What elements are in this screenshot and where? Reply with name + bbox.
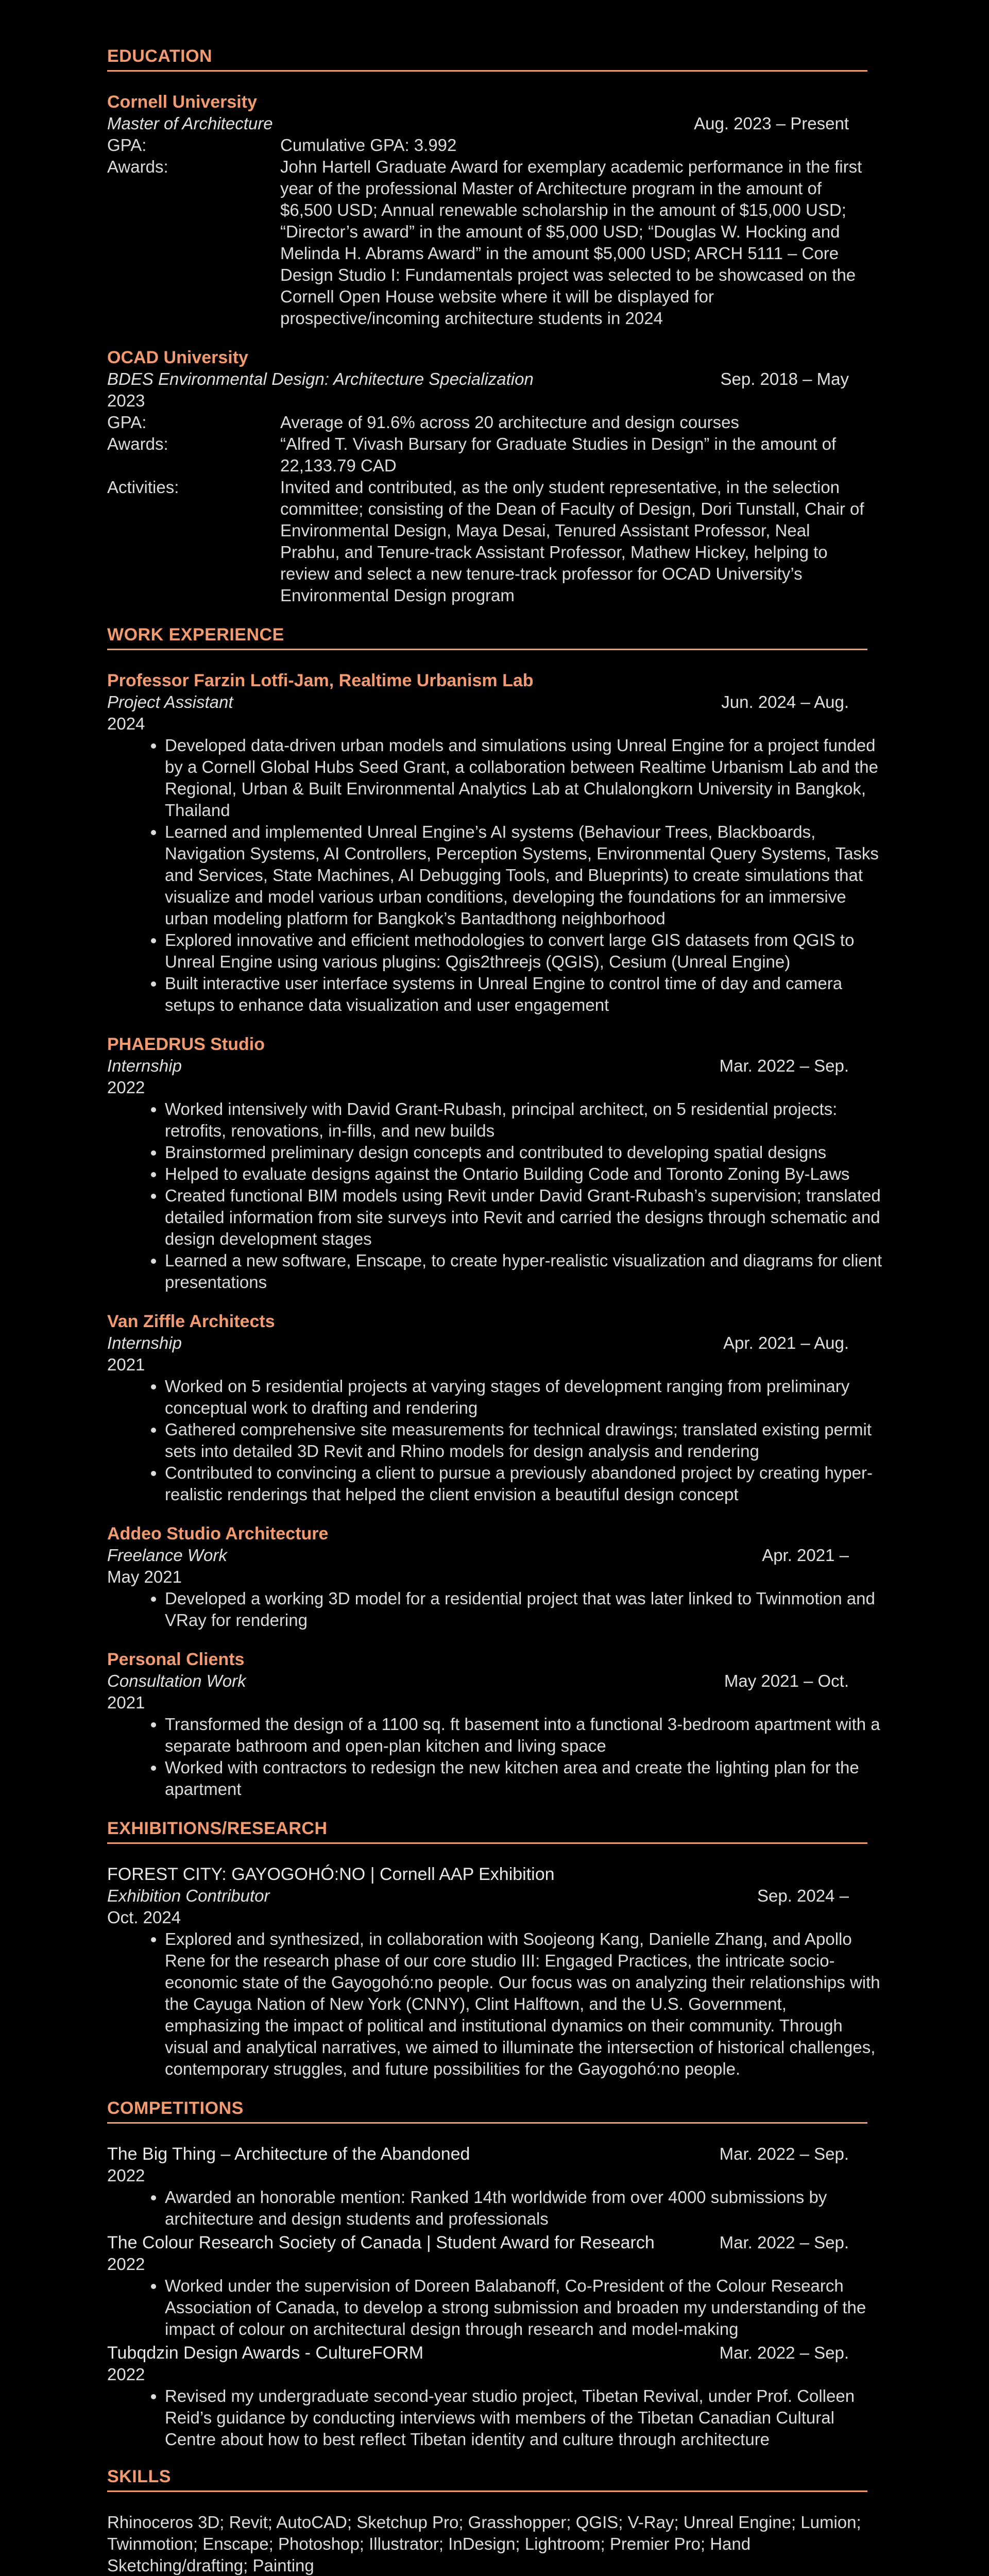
info-row [107,477,867,606]
info-label: Awards: [107,157,168,176]
bullet-item: • Worked intensively with David Grant-Rubash, principal architect, on 5 residential projects: retrofits, renovations, in-fills, and new builds [165,1098,884,1142]
dates: Apr. 2021 – Aug. [723,1333,849,1352]
employer-name: Van Ziffle Architects [107,1312,275,1331]
bullet-list [107,2187,884,2230]
bullet-item: • Developed data-driven urban models and simulations using Unreal Engine for a project funded by a Cornell Global Hubs Seed Grant, a collaboration between Realtime Urbanism Lab and the Regional, Urban & Built Environmental Analytics Lab at Chulalongkorn University in Bangkok, Thailand [165,735,884,821]
exhibitions-section [107,1818,880,2080]
competition-title: The Colour Research Society of Canada | Student Award for Research [107,2233,655,2252]
work-entry [107,1311,873,1505]
info-value: “Alfred T. Vivash Bursary for Graduate Studies in Design” in the amount of 22,133.79 CAD [280,434,837,475]
education-entry [107,91,867,329]
dates-continued: Oct. 2024 [107,1908,181,1927]
exhibition-entry [107,1863,880,2080]
bullet-list [107,735,884,1016]
employer-name: Addeo Studio Architecture [107,1524,329,1544]
education-heading: EDUCATION [107,45,867,72]
bullet-item: • Contributed to convincing a client to pursue a previously abandoned project by creating hyper-realistic renderings that helped the client envision a beautiful design concept [165,1462,884,1505]
bullet-item: • Worked under the supervision of Doreen Balabanoff, Co-President of the Colour Research Association of Canada, to develop a strong submission and broaden my understanding of the impact of colour on architectural design through research and model-making [165,2275,884,2340]
competition-entry [107,2143,867,2230]
bullet-item: • Worked on 5 residential projects at varying stages of development ranging from preliminary conceptual work to drafting and rendering [165,1376,884,1419]
info-value: Average of 91.6% across 20 architecture and design courses [280,413,739,432]
degree: Master of Architecture [107,114,273,133]
dates: Apr. 2021 – [762,1546,849,1565]
bullet-item: • Revised my undergraduate second-year studio project, Tibetan Revival, under Prof. Colleen Reid’s guidance by conducting interviews with members of the Tibetan Canadian Cultural Centre about how to best reflect Tibetan identity and culture through architecture [165,2385,884,2450]
dates: Mar. 2022 – Sep. [719,1056,849,1075]
info-value: Cumulative GPA: 3.992 [280,135,457,155]
info-row [107,433,867,477]
bullet-item: • Gathered comprehensive site measurements for technical drawings; translated existing permit sets into detailed 3D Revit and Rhino models for design analysis and rendering [165,1419,884,1462]
info-label: Awards: [107,434,168,453]
competition-title: Tubqdzin Design Awards - CultureFORM [107,2343,424,2363]
degree: BDES Environmental Design: Architecture Specialization [107,369,534,388]
dates: Mar. 2022 – Sep. [719,2233,849,2252]
info-row [107,412,867,433]
job-title: Freelance Work [107,1546,227,1565]
work-entry [107,670,879,1016]
work-heading: WORK EXPERIENCE [107,624,867,650]
bullet-item: • Learned and implemented Unreal Engine’s AI systems (Behaviour Trees, Blackboards, Navigation Systems, AI Controllers, Perception Systems, Environmental Query Systems, Tasks and Services, State Machines, AI Debugging Tools, and Blueprints) to create simulations that visualize and model various urban conditions, developing the foundations for an immersive urban modeling platform for Bangkok’s Bantadthong neighborhood [165,821,884,929]
dates: Aug. 2023 – Present [694,114,849,133]
info-label: Activities: [107,478,179,497]
skills-list: Rhinoceros 3D; Revit; AutoCAD; Sketchup Pro; Grasshopper; QGIS; V-Ray; Unreal Engine; Lumion; Twinmotion; Enscape; Photoshop; Illustrator; InDesign; Lightroom; Premier Pro; Hand Sketching/drafting; Painting [107,2513,861,2575]
bullet-list [107,1588,884,1631]
bullet-item: • Developed a working 3D model for a residential project that was later linked to Twinmotion and VRay for rendering [165,1588,884,1631]
bullet-list [107,1928,884,2080]
education-entry [107,347,867,606]
dates-continued: 2022 [107,2166,145,2185]
info-value: John Hartell Graduate Award for exemplary academic performance in the first year of the professional Master of Architecture program in the amount of $6,500 USD; Annual renewable scholarship in the amount of $15,000 USD; “Director’s award” in the amount of $5,000 USD; “Douglas W. Hocking and Melinda H. Abrams Award” in the amount $5,000 USD; ARCH 5111 – Core Design Studio I: Fundamentals project was selected to be showcased on the Cornell Open House website where it will be displayed for prospective/incoming architecture students in 2024 [280,157,862,328]
bullet-item: • Brainstormed preliminary design concepts and contributed to developing spatial designs [165,1142,884,1163]
competitions-heading: COMPETITIONS [107,2097,867,2124]
job-title: Project Assistant [107,692,233,711]
skills-heading: SKILLS [107,2466,867,2492]
dates: Mar. 2022 – Sep. [719,2343,849,2362]
work-section [107,624,882,1800]
bullet-item: • Explored innovative and efficient methodologies to convert large GIS datasets from QGIS to Unreal Engine using various plugins: Qgis2threejs (QGIS), Cesium (Unreal Engine) [165,929,884,973]
bullet-item: • Transformed the design of a 1100 sq. ft basement into a functional 3-bedroom apartment with a separate bathroom and open-plan kitchen and living space [165,1714,884,1757]
education-section [107,45,867,606]
bullet-item: • Awarded an honorable mention: Ranked 14th worldwide from over 4000 submissions by architecture and design students and professionals [165,2187,884,2230]
bullet-list [107,1376,884,1505]
dates: Mar. 2022 – Sep. [719,2144,849,2163]
job-title: Internship [107,1056,182,1075]
dates-continued: May 2021 [107,1567,182,1586]
competition-entry [107,2342,867,2450]
competition-title: The Big Thing – Architecture of the Abandoned [107,2144,470,2164]
employer-name: Personal Clients [107,1650,245,1669]
bullet-item: • Learned a new software, Enscape, to create hyper-realistic visualization and diagrams for client presentations [165,1250,884,1293]
exhibition-role: Exhibition Contributor [107,1886,270,1905]
employer-name: Professor Farzin Lotfi-Jam, Realtime Urbanism Lab [107,671,534,690]
bullet-item: • Built interactive user interface systems in Unreal Engine to control time of day and camera setups to enhance data visualization and user engagement [165,973,884,1016]
dates: Sep. 2018 – May [720,369,849,388]
work-entry [107,1523,875,1631]
bullet-list [107,2385,884,2450]
dates-continued: 2022 [107,1078,145,1097]
bullet-item: • Explored and synthesized, in collaboration with Soojeong Kang, Danielle Zhang, and Apollo Rene for the research phase of our core studio III: Engaged Practices, the intricate socio-economic state of the Gayogohó:no people. Our focus was on analyzing their relationships with the Cayuga Nation of New York (CNNY), Clint Halftown, and the U.S. Government, emphasizing the impact of political and institutional dynamics on their community. Through visual and analytical narratives, we aimed to illuminate the intersection of historical challenges, contemporary struggles, and future possibilities for the Gayogohó:no people. [165,1928,884,2080]
dates-continued: 2022 [107,2255,145,2274]
info-row [107,156,867,329]
bullet-list [107,2275,884,2340]
bullet-item: • Helped to evaluate designs against the Ontario Building Code and Toronto Zoning By-Laws [165,1163,884,1185]
info-row [107,134,867,156]
dates: Jun. 2024 – Aug. [721,692,849,711]
bullet-item: • Worked with contractors to redesign the new kitchen area and create the lighting plan for the apartment [165,1757,884,1800]
work-entry [107,1033,882,1293]
competition-entry [107,2232,867,2340]
exhibition-title: FOREST CITY: GAYOGOHÓ:NO | Cornell AAP Exhibition [107,1865,555,1884]
institution-name: OCAD University [107,348,248,367]
dates-continued: 2024 [107,714,145,733]
info-value: Invited and contributed, as the only student representative, in the selection committee; consisting of the Dean of Faculty of Design, Dori Tunstall, Chair of Environmental Design, Maya Desai, Tenured Assistant Professor, Neal Prabhu, and Tenure-track Assistant Professor, Mathew Hickey, helping to review and select a new tenure-track professor for OCAD University’s Environmental Design program [280,478,864,605]
employer-name: PHAEDRUS Studio [107,1035,265,1054]
institution-name: Cornell University [107,92,257,112]
dates-continued: 2021 [107,1693,145,1712]
info-label: GPA: [107,413,147,432]
exhibitions-heading: EXHIBITIONS/RESEARCH [107,1818,867,1844]
dates: Sep. 2024 – [757,1886,849,1905]
bullet-item: • Created functional BIM models using Revit under David Grant-Rubash’s supervision; translated detailed information from site surveys into Revit and carried the designs through schematic and design development stages [165,1185,884,1250]
dates-continued: 2022 [107,2365,145,2384]
bullet-list [107,1714,884,1800]
info-label: GPA: [107,135,147,155]
dates-continued: 2021 [107,1355,145,1374]
work-entry [107,1649,880,1800]
competitions-section [107,2097,867,2450]
dates: May 2021 – Oct. [724,1671,849,1690]
job-title: Consultation Work [107,1671,246,1690]
job-title: Internship [107,1333,182,1352]
bullet-list [107,1098,884,1293]
dates-continued: 2023 [107,391,145,410]
skills-section [107,2466,867,2576]
